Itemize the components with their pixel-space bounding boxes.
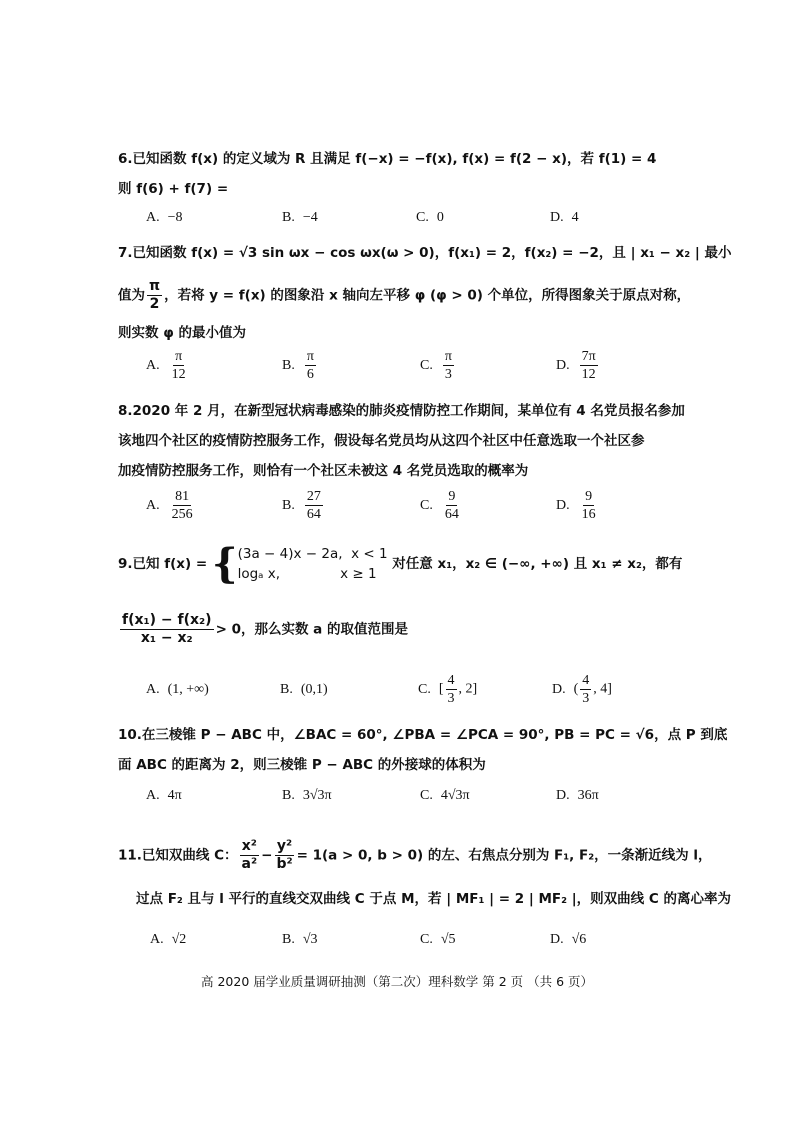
q11-line1: 11.已知双曲线 C： $\frac{\text{x²}}{\text{a²}}$ − $\frac{\text{y²}}{\text{b²}}$ = 1(a > 0, b > 0) 的左、右焦点分别为 F₁, F₂，一条渐近线为 l， [118,838,712,872]
piecewise-brace: { [211,540,238,587]
q6-option-d: D. 4 [550,210,579,225]
q11-y-over-b: $\frac{\text{y²}}{\text{b²}}$ [276,838,293,872]
q7-pi-over-2: $\frac{\pi}{2}$ [149,278,161,312]
q8-option-a: A. $\frac{81}{256}$ [146,489,193,522]
q10-option-d: D. 36π [556,788,599,803]
q10-line2: 面 ABC 的距离为 2，则三棱锥 P − ABC 的外接球的体积为 [118,757,486,773]
q10-line1: 10.在三棱锥 P − ABC 中，∠BAC = 60°, ∠PBA = ∠PCA = 90°, PB = PC = √6，点 P 到底 [118,727,728,743]
q9-option-b: B. (0,1) [280,682,328,697]
q7-option-d: D. $\frac{7\pi}{12}$ [556,349,596,382]
q6-option-c: C. 0 [416,210,444,225]
q9-line2: $\frac{\text{f(x₁) − f(x₂)}}{\text{x₁ − x₂}}$ > 0，那么实数 a 的取值范围是 [122,612,408,646]
q11-option-d: D. √6 [550,932,587,947]
piecewise-cases: (3a − 4)x − 2a, x < 1 logₐ x, x ≥ 1 [237,546,388,582]
q9-line1: 9.已知 f(x) = { (3a − 4)x − 2a, x < 1 logₐ x, x ≥ 1 对任意 x₁，x₂ ∈ (−∞, +∞) 且 x₁ ≠ x₂，都有 [118,540,683,587]
q11-option-b: B. √3 [282,932,318,947]
q7-option-a: A. $\frac{\pi}{12}$ [146,349,186,382]
q7-option-c: C. $\frac{\pi}{3}$ [420,349,452,382]
q6-line1: 6.已知函数 f(x) 的定义域为 R 且满足 f(−x) = −f(x), f(x) = f(2 − x)，若 f(1) = 4 [118,151,657,167]
q8-line3: 加疫情防控服务工作，则恰有一个社区未被这 4 名党员选取的概率为 [118,463,529,479]
q6-option-a: A. −8 [146,210,183,225]
q9-option-a: A. (1, +∞) [146,682,209,697]
q9-option-d: D. ( $\frac{4}{3}$ , 4] [552,673,612,706]
q10-option-b: B. 3√3π [282,788,332,803]
q8-option-b: B. $\frac{27}{64}$ [282,489,321,522]
q9-difference-quotient: $\frac{\text{f(x₁) − f(x₂)}}{\text{x₁ − x₂}}$ [122,612,212,646]
q6-option-b: B. −4 [282,210,318,225]
q8-line2: 该地四个社区的疫情防控服务工作，假设每名党员均从这四个社区中任意选取一个社区参 [118,433,645,449]
q8-line1: 8.2020 年 2 月，在新型冠状病毒感染的肺炎疫情防控工作期间，某单位有 4 名党员报名参加 [118,403,685,419]
q11-x-over-a: $\frac{\text{x²}}{\text{a²}}$ [241,838,258,872]
q11-line2: 过点 F₂ 且与 l 平行的直线交双曲线 C 于点 M，若 | MF₁ | = 2 | MF₂ |，则双曲线 C 的离心率为 [136,891,731,907]
q7-line1: 7.已知函数 f(x) = √3 sin ωx − cos ωx(ω > 0)，f(x₁) = 2，f(x₂) = −2，且 | x₁ − x₂ | 最小 [118,245,732,261]
q8-option-c: C. $\frac{9}{64}$ [420,489,459,522]
q6-line2: 则 f(6) + f(7) = [118,181,229,197]
page-footer: 高 2020 届学业质量调研抽测（第二次）理科数学 第 2 页 （共 6 页） [200,974,593,989]
q7-option-b: B. $\frac{\pi}{6}$ [282,349,314,382]
q7-line2: 值为 $\frac{\pi}{2}$ ，若将 y = f(x) 的图象沿 x 轴向左平移 φ (φ > 0) 个单位，所得图象关于原点对称， [118,278,691,312]
q9-option-c: C. [ $\frac{4}{3}$ , 2] [418,673,478,706]
q8-option-d: D. $\frac{9}{16}$ [556,489,596,522]
q10-option-c: C. 4√3π [420,788,470,803]
q10-option-a: A. 4π [146,788,182,803]
q7-line3: 则实数 φ 的最小值为 [118,325,246,341]
q11-option-a: A. √2 [150,932,187,947]
q11-option-c: C. √5 [420,932,456,947]
